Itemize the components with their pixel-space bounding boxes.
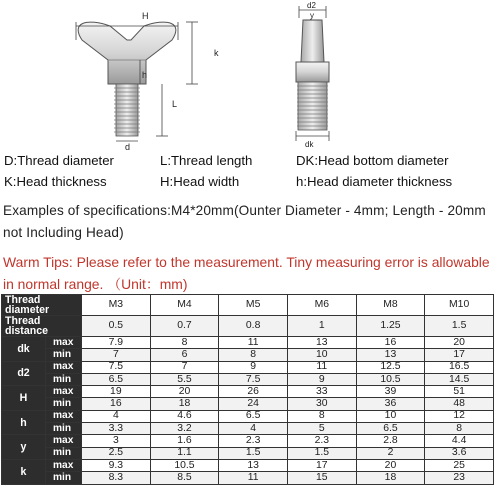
param-min-row — [2, 472, 494, 484]
min-label: min — [46, 373, 82, 385]
max-label: max — [46, 337, 82, 349]
value-cell: 13 — [356, 349, 425, 361]
value-cell: 17 — [287, 459, 356, 471]
thread-distance-row — [2, 316, 494, 337]
min-label: min — [46, 472, 82, 484]
dim-label-dk: dk — [305, 140, 314, 149]
param-min-row — [2, 447, 494, 459]
value-cell: 13 — [219, 459, 288, 471]
value-cell: 13 — [287, 337, 356, 349]
value-cell: 8.5 — [150, 472, 219, 484]
value-cell: 36 — [356, 398, 425, 410]
warm-tips: Warm Tips: Please refer to the measurement. Tiny measuring error is allowable in normal range. （Unit：mm) — [3, 254, 490, 292]
value-cell: 16 — [82, 398, 151, 410]
value-cell: 9 — [287, 373, 356, 385]
size-cell: M4 — [150, 295, 219, 316]
param-max-row — [2, 386, 494, 398]
value-cell: 3.6 — [425, 447, 494, 459]
thread-diameter-row — [2, 295, 494, 316]
dim-label-H: H — [142, 11, 149, 21]
param-min-row — [2, 349, 494, 361]
thread-diameter-label: Thread diameter — [2, 295, 82, 316]
size-cell: M5 — [219, 295, 288, 316]
param-max-row — [2, 361, 494, 373]
param-max-row — [2, 410, 494, 422]
value-cell: 6.5 — [219, 410, 288, 422]
distance-cell: 1 — [287, 316, 356, 337]
size-cell: M8 — [356, 295, 425, 316]
value-cell: 3.3 — [82, 423, 151, 435]
value-cell: 20 — [425, 337, 494, 349]
param-label: d2 — [2, 361, 46, 386]
value-cell: 7.5 — [82, 361, 151, 373]
value-cell: 2.5 — [82, 447, 151, 459]
value-cell: 8 — [425, 423, 494, 435]
value-cell: 4 — [219, 423, 288, 435]
value-cell: 3.2 — [150, 423, 219, 435]
value-cell: 18 — [356, 472, 425, 484]
distance-cell: 1.25 — [356, 316, 425, 337]
min-label: min — [46, 398, 82, 410]
dim-label-k: k — [214, 48, 219, 58]
value-cell: 14.5 — [425, 373, 494, 385]
min-label: min — [46, 423, 82, 435]
value-cell: 8 — [219, 349, 288, 361]
value-cell: 6.5 — [82, 373, 151, 385]
value-cell: 7 — [150, 361, 219, 373]
value-cell: 10.5 — [150, 459, 219, 471]
min-label: min — [46, 349, 82, 361]
distance-cell: 0.7 — [150, 316, 219, 337]
value-cell: 5.5 — [150, 373, 219, 385]
max-label: max — [46, 361, 82, 373]
dim-label-h: h — [142, 70, 148, 80]
value-cell: 12.5 — [356, 361, 425, 373]
value-cell: 17 — [425, 349, 494, 361]
distance-cell: 0.5 — [82, 316, 151, 337]
value-cell: 3 — [82, 435, 151, 447]
value-cell: 9 — [219, 361, 288, 373]
param-label: k — [2, 459, 46, 484]
value-cell: 18 — [150, 398, 219, 410]
value-cell: 9.3 — [82, 459, 151, 471]
value-cell: 12 — [425, 410, 494, 422]
value-cell: 48 — [425, 398, 494, 410]
size-cell: M10 — [425, 295, 494, 316]
dim-label-d: d — [125, 142, 131, 150]
param-min-row — [2, 398, 494, 410]
specification-example: Examples of specifications:M4*20mm(Ounter Diameter - 4mm; Length - 20mm not Including Head) — [3, 203, 486, 240]
value-cell: 7.9 — [82, 337, 151, 349]
value-cell: 6 — [150, 349, 219, 361]
legend-head-diameter-thickness: h:Head diameter thickness — [296, 174, 453, 189]
value-cell: 4 — [82, 410, 151, 422]
dim-label-d2: d2 — [307, 1, 316, 10]
value-cell: 23 — [425, 472, 494, 484]
legend-thread-diameter: D:Thread diameter — [4, 153, 114, 168]
value-cell: 7.5 — [219, 373, 288, 385]
value-cell: 16 — [356, 337, 425, 349]
value-cell: 11 — [219, 472, 288, 484]
legend-thread-length: L:Thread length — [160, 153, 253, 168]
value-cell: 1.1 — [150, 447, 219, 459]
distance-cell: 1.5 — [425, 316, 494, 337]
value-cell: 25 — [425, 459, 494, 471]
value-cell: 20 — [356, 459, 425, 471]
value-cell: 1.5 — [287, 447, 356, 459]
value-cell: 4.4 — [425, 435, 494, 447]
value-cell: 2.3 — [287, 435, 356, 447]
max-label: max — [46, 410, 82, 422]
value-cell: 8.3 — [82, 472, 151, 484]
value-cell: 7 — [82, 349, 151, 361]
value-cell: 5 — [287, 423, 356, 435]
dimensions-table — [1, 294, 494, 485]
legend-head-width: H:Head width — [160, 174, 240, 189]
max-label: max — [46, 435, 82, 447]
value-cell: 1.5 — [219, 447, 288, 459]
value-cell: 26 — [219, 386, 288, 398]
param-label: y — [2, 435, 46, 460]
value-cell: 10.5 — [356, 373, 425, 385]
value-cell: 8 — [150, 337, 219, 349]
param-max-row — [2, 337, 494, 349]
value-cell: 16.5 — [425, 361, 494, 373]
value-cell: 15 — [287, 472, 356, 484]
dim-label-L: L — [172, 99, 178, 109]
thread-distance-label: Thread distance — [2, 316, 82, 337]
value-cell: 4.6 — [150, 410, 219, 422]
param-label: dk — [2, 337, 46, 362]
value-cell: 20 — [150, 386, 219, 398]
distance-cell: 0.8 — [219, 316, 288, 337]
param-max-row — [2, 435, 494, 447]
size-cell: M6 — [287, 295, 356, 316]
value-cell: 19 — [82, 386, 151, 398]
legend-head-thickness: K:Head thickness — [4, 174, 107, 189]
side-view-drawing — [296, 1, 329, 149]
max-label: max — [46, 386, 82, 398]
value-cell: 30 — [287, 398, 356, 410]
value-cell: 2 — [356, 447, 425, 459]
value-cell: 2.8 — [356, 435, 425, 447]
value-cell: 11 — [287, 361, 356, 373]
front-view-drawing — [76, 11, 219, 150]
param-label: H — [2, 386, 46, 411]
max-label: max — [46, 459, 82, 471]
legend-head-bottom-diameter: DK:Head bottom diameter — [296, 153, 449, 168]
value-cell: 11 — [219, 337, 288, 349]
value-cell: 2.3 — [219, 435, 288, 447]
value-cell: 51 — [425, 386, 494, 398]
value-cell: 33 — [287, 386, 356, 398]
dim-label-y: y — [310, 11, 314, 20]
param-min-row — [2, 423, 494, 435]
value-cell: 10 — [287, 349, 356, 361]
value-cell: 24 — [219, 398, 288, 410]
param-max-row — [2, 459, 494, 471]
size-cell: M3 — [82, 295, 151, 316]
param-min-row — [2, 373, 494, 385]
min-label: min — [46, 447, 82, 459]
param-label: h — [2, 410, 46, 435]
value-cell: 39 — [356, 386, 425, 398]
value-cell: 8 — [287, 410, 356, 422]
wing-screw-diagrams — [0, 0, 495, 150]
value-cell: 6.5 — [356, 423, 425, 435]
value-cell: 10 — [356, 410, 425, 422]
value-cell: 1.6 — [150, 435, 219, 447]
